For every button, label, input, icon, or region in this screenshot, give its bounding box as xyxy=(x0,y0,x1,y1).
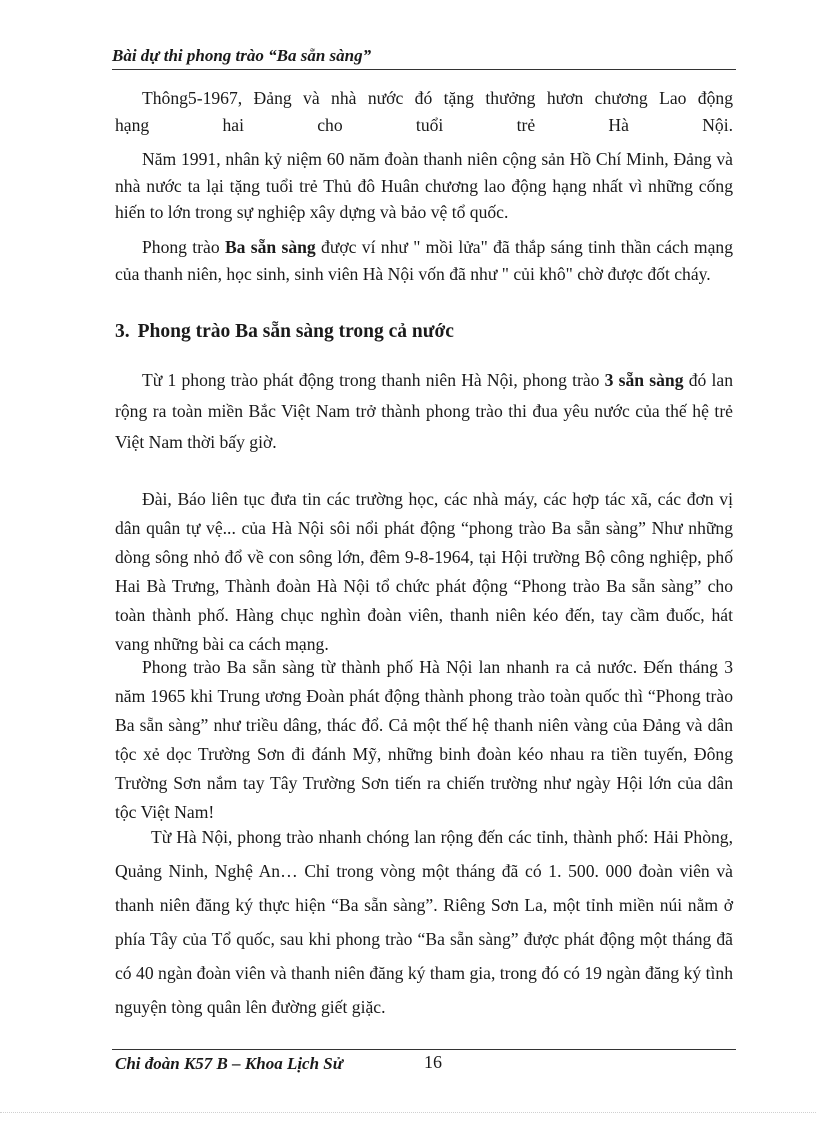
text-run: Phong trào xyxy=(142,237,225,257)
paragraph-line: Thông5-1967, Đảng và nhà nước đó tặng thưởng hươn chương Lao động xyxy=(142,88,733,108)
paragraph-line: hạng hai cho tuổi trẻ Hà Nội. xyxy=(115,114,733,135)
footer-unit: Chi đoàn K57 B – Khoa Lịch Sử xyxy=(115,1054,343,1073)
footer-divider xyxy=(112,1049,736,1050)
text-run: đó lan rộng ra toàn miền Bắc Việt Nam trở thành phong trào thi đua yêu nước của thế hệ trẻ Việt Nam thời bấy giờ. xyxy=(115,370,734,452)
page-edge-divider xyxy=(0,1112,816,1113)
paragraph-moi-lua xyxy=(115,234,733,287)
paragraph-provinces: Từ Hà Nội, phong trào nhanh chóng lan rộng đến các tỉnh, thành phố: Hải Phòng, Quảng Ninh, Nghệ An… Chỉ trong vòng một tháng đã có 1. 500. 000 đoàn viên và thanh niên đăng ký thực hiện “Ba sẵn sàng”. Riêng Sơn La, một tỉnh miền núi nằm ở phía Tây của Tổ quốc, sau khi phong trào “Ba sẵn sàng” được phát động một tháng đã có 40 ngàn đoàn viên và thanh niên đăng ký tham gia, trong đó có 19 ngàn đăng ký tình nguyện tòng quân lên đường giết giặc. xyxy=(115,827,733,1017)
section-title: Phong trào Ba sẵn sàng trong cả nước xyxy=(137,321,454,342)
page-header: Bài dự thi phong trào “Ba sẵn sàng” xyxy=(112,46,736,70)
paragraph-press: Đài, Báo liên tục đưa tin các trường học, các nhà máy, các hợp tác xã, các đơn vị dân quân tự vệ... của Hà Nội sôi nổi phát động “phong trào Ba sẵn sàng” Như những dòng sông nhỏ đổ về con sông lớn, đêm 9-8-1964, tại Hội trường Bộ công nghiệp, phố Hai Bà Trưng, Thành đoàn Hà Nội tổ chức phát động “Phong trào Ba sẵn sàng” cho toàn thành phố. Hàng chục nghìn đoàn viên, thanh niên kéo đến, tay cầm đuốc, hát vang những bài ca cách mạng. xyxy=(115,489,733,654)
text-bold-run: 3 sẵn sàng xyxy=(604,370,684,390)
text-run: Từ 1 phong trào phát động trong thanh niên Hà Nội, phong trào xyxy=(142,370,605,390)
text-run: được ví như " mồi lửa" đã thắp sáng tinh thần cách mạng của thanh niên, học sinh, sinh viên Hà Nội vốn đã như " củi khô" chờ được đốt cháy. xyxy=(115,237,734,284)
text-bold-run: Ba sẵn sàng xyxy=(224,237,316,257)
section-number: 3. xyxy=(115,321,130,342)
paragraph-1991: Năm 1991, nhân kỷ niệm 60 năm đoàn thanh niên cộng sản Hồ Chí Minh, Đảng và nhà nước ta lại tặng tuổi trẻ Thủ đô Huân chương lao động hạng nhất vì những cống hiến to lớn trong sự nghiệp xây dựng và bảo vệ tổ quốc. xyxy=(115,149,733,222)
paragraph-spread-north xyxy=(115,365,733,458)
paragraph-award-1967 xyxy=(115,85,733,138)
section-heading xyxy=(115,321,454,343)
paragraph-nationwide: Phong trào Ba sẵn sàng từ thành phố Hà Nội lan nhanh ra cả nước. Đến tháng 3 năm 1965 khi Trung ương Đoàn phát động thành phong trào toàn quốc thì “Phong trào Ba sẵn sàng” như triều dâng, thác đổ. Cả một thế hệ thanh niên vàng của Đảng và dân tộc xẻ dọc Trường Sơn đi đánh Mỹ, những binh đoàn kéo nhau ra tiền tuyến, Đông Trường Sơn nắm tay Tây Trường Sơn tiến ra chiến trường như ngày Hội lớn của dân tộc Việt Nam! xyxy=(115,657,733,822)
page-number: 16 xyxy=(424,1052,442,1072)
